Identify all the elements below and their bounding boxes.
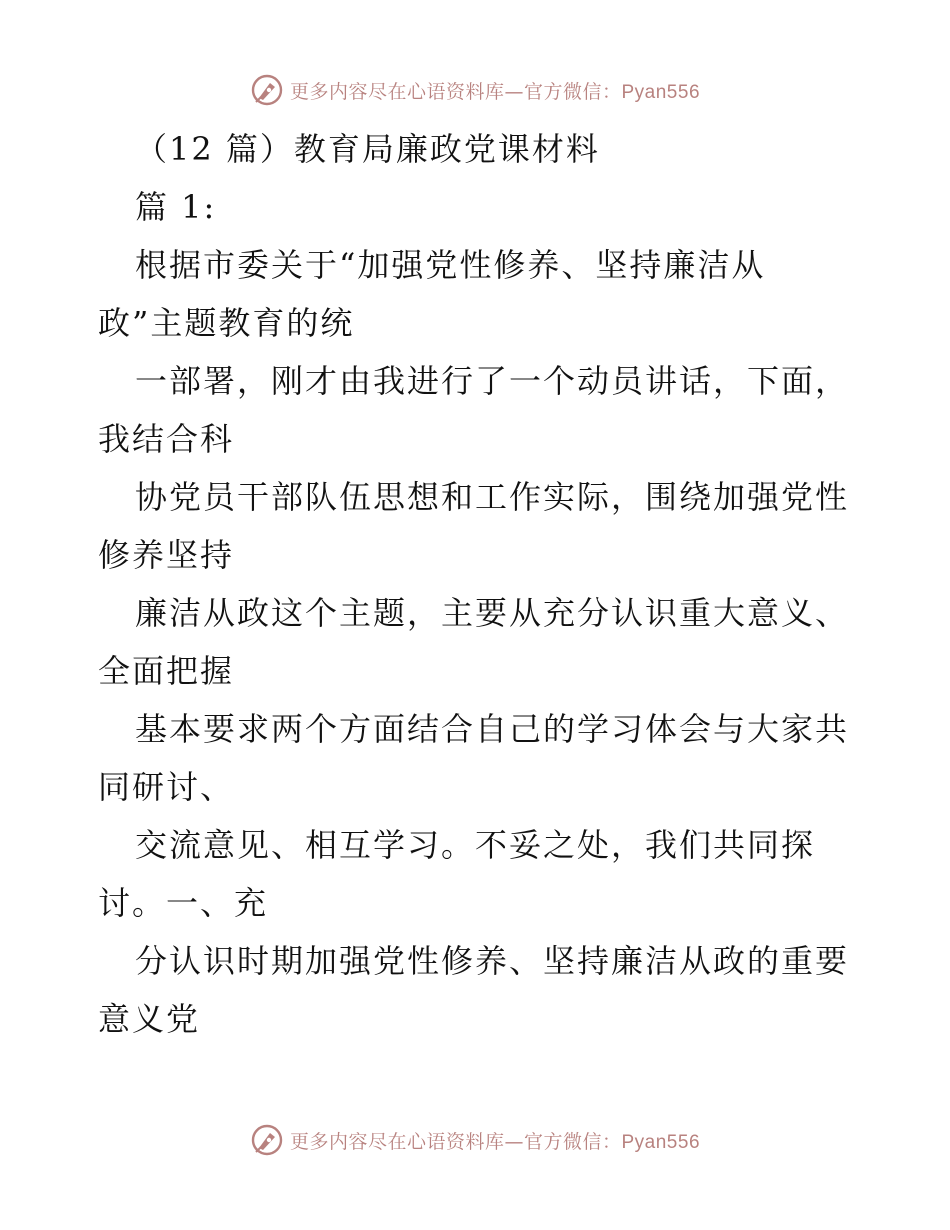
watermark-text: 更多内容尽在心语资料库—官方微信： <box>289 1130 622 1153</box>
footer-watermark <box>0 1120 950 1160</box>
watermark-text: 更多内容尽在心语资料库—官方微信： <box>289 80 622 103</box>
text-line: 篇 1: <box>135 188 217 226</box>
document-body <box>98 120 898 1048</box>
text-line: 协党员干部队伍思想和工作实际，围绕加强党性 <box>135 478 850 516</box>
pen-nib-logo-icon <box>250 73 284 107</box>
text-line: 同研讨、 <box>98 768 235 806</box>
text-line: 廉洁从政这个主题，主要从充分认识重大意义、 <box>135 594 850 632</box>
text-line: 全面把握 <box>98 652 235 690</box>
header-watermark <box>0 70 950 110</box>
watermark-wechat-id: Pyan556 <box>621 81 701 103</box>
text-line: 交流意见、相互学习。不妥之处，我们共同探 <box>135 826 816 864</box>
watermark-wechat-id: Pyan556 <box>621 1131 701 1153</box>
text-line: 修养坚持 <box>98 536 235 574</box>
text-line: 意义党 <box>98 1000 201 1038</box>
text-line: 我结合科 <box>98 420 235 458</box>
text-line: 分认识时期加强党性修养、坚持廉洁从政的重要 <box>135 942 850 980</box>
text-line: 一部署，刚才由我进行了一个动员讲话，下面， <box>135 362 850 400</box>
text-line: 基本要求两个方面结合自己的学习体会与大家共 <box>135 710 850 748</box>
text-line: 讨。一、充 <box>98 884 269 922</box>
pen-nib-logo-icon <box>250 1123 284 1157</box>
document-title: （12 篇）教育局廉政党课材料 <box>135 130 600 168</box>
text-line: 政”主题教育的统 <box>98 304 355 342</box>
text-line: 根据市委关于“加强党性修养、坚持廉洁从 <box>135 246 766 284</box>
